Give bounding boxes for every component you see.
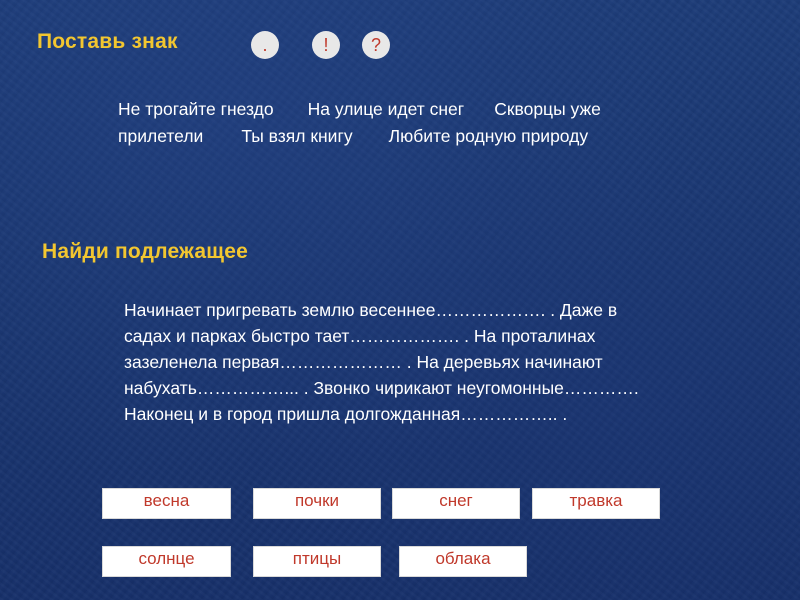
sentence-line-2 — [118, 123, 758, 150]
text-line-2: садах и парках быстро тает………………. . На проталинах — [124, 326, 596, 346]
fill-in-text — [124, 297, 784, 427]
word-card-pochki[interactable] — [253, 488, 381, 519]
text-line-5: Наконец и в город пришла долгожданная…………….. . — [124, 404, 568, 424]
word-card-solntse[interactable] — [102, 546, 231, 577]
word-label: облака — [435, 549, 491, 568]
title-place-sign: Поставь знак — [37, 30, 178, 53]
sentence-list — [118, 96, 758, 150]
text-line-1: Начинает пригревать землю весеннее………………. . Даже в — [124, 300, 618, 320]
word-label: птицы — [292, 549, 342, 568]
word-card-vesna[interactable] — [102, 488, 231, 519]
sentence-line-1 — [118, 96, 758, 123]
word-label: снег — [439, 491, 473, 510]
word-card-oblaka[interactable] — [399, 546, 527, 577]
sign-button-exclamation[interactable]: ! — [312, 31, 340, 59]
word-card-sneg[interactable] — [392, 488, 520, 519]
word-label: солнце — [138, 549, 195, 568]
sentence-1[interactable]: Не трогайте гнездо — [118, 99, 274, 119]
word-card-ptitsy[interactable] — [253, 546, 381, 577]
sentence-4[interactable]: Ты взял книгу — [241, 126, 353, 146]
sentence-3-part-1[interactable]: Скворцы уже — [494, 99, 601, 119]
word-label: почки — [294, 491, 340, 510]
sentence-3-part-2[interactable]: прилетели — [118, 126, 204, 146]
sentence-5[interactable]: Любите родную природу — [388, 126, 589, 146]
sentence-2[interactable]: На улице идет снег — [307, 99, 465, 119]
title-find-subject: Найди подлежащее — [42, 240, 248, 263]
word-label: травка — [569, 491, 623, 510]
word-label: весна — [143, 491, 190, 510]
sign-button-period[interactable]: . — [251, 31, 279, 59]
text-line-3: зазеленела первая………………… . На деревьях начинают — [124, 352, 603, 372]
text-line-4: набухать……………... . Звонко чирикают неугомонные…………. — [124, 378, 639, 398]
sign-button-question[interactable]: ? — [362, 31, 390, 59]
word-card-travka[interactable] — [532, 488, 660, 519]
